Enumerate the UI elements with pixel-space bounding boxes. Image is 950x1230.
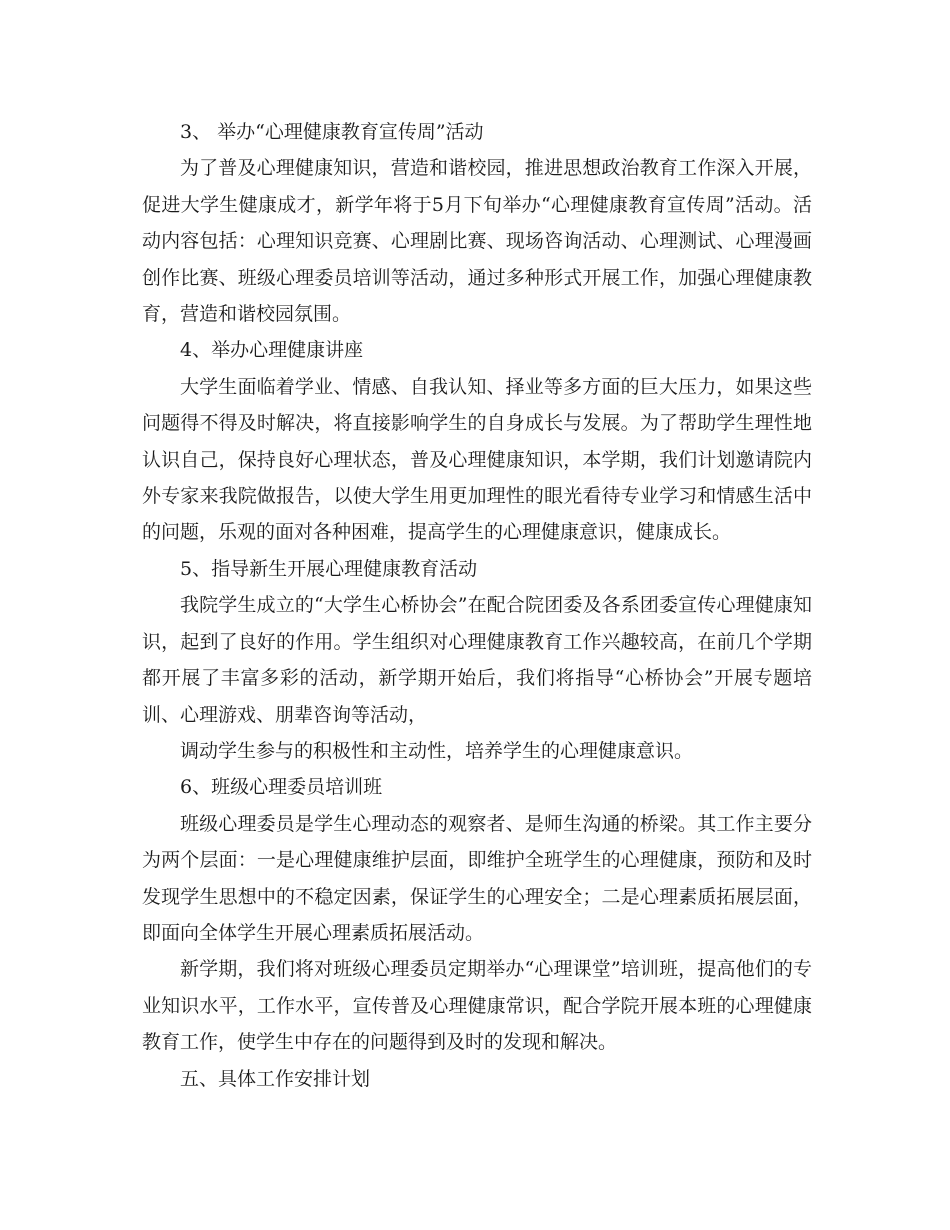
heading-committee-training: 6、班级心理委员培训班	[180, 776, 383, 799]
paragraph-lectures: 大学生面临着学业、情感、自我认知、择业等多方面的巨大压力，如果这些问题得不得及时解决，将直接影响学生的自身成长与发展。为了帮助学生理性地认识自己，保持良好心理状态，普及心理健康知识，本学期，我们计划邀请院内外专家来我院做报告，以使大学生用更加理性的眼光看待专业学习和情感生活中的问题，乐观的面对各种困难，提高学生的心理健康意识，健康成长。	[142, 375, 812, 544]
paragraph-freshman-guidance: 我院学生成立的“大学生心桥协会”在配合院团委及各系团委宣传心理健康知识，起到了良好的作用。学生组织对心理健康教育工作兴趣较高，在前几个学期都开展了丰富多彩的活动，新学期开始后，我们将指导“心桥协会”开展专题培训、心理游戏、朋辈咨询等活动，	[142, 594, 812, 726]
document-body	[142, 114, 812, 1097]
paragraph-freshman-guidance-cont: 调动学生参与的积极性和主动性，培养学生的心理健康意识。	[180, 739, 694, 762]
paragraph-propaganda-week: 为了普及心理健康知识，营造和谐校园，推进思想政治教育工作深入开展，促进大学生健康成才，新学年将于5月下旬举办“心理健康教育宣传周”活动。活动内容包括：心理知识竞赛、心理剧比赛、现场咨询活动、心理测试、心理漫画创作比赛、班级心理委员培训等活动，通过多种形式开展工作，加强心理健康教育，营造和谐校园氛围。	[142, 157, 812, 326]
heading-work-schedule: 五、具体工作安排计划	[180, 1067, 371, 1090]
paragraph-committee-role: 班级心理委员是学生心理动态的观察者、是师生沟通的桥梁。其工作主要分为两个层面：一是心理健康维护层面，即维护全班学生的心理健康，预防和及时发现学生思想中的不稳定因素，保证学生的心理安全；二是心理素质拓展层面，即面向全体学生开展心理素质拓展活动。	[142, 812, 812, 944]
heading-propaganda-week: 3、 举办“心理健康教育宣传周”活动	[180, 121, 484, 143]
heading-freshman-guidance: 5、指导新生开展心理健康教育活动	[180, 557, 478, 580]
paragraph-committee-plan: 新学期，我们将对班级心理委员定期举办“心理课堂”培训班，提高他们的专业知识水平，工作水平，宣传普及心理健康常识，配合学院开展本班的心理健康教育工作，使学生中存在的问题得到及时的发现和解决。	[142, 958, 812, 1054]
heading-lectures: 4、举办心理健康讲座	[180, 339, 364, 362]
